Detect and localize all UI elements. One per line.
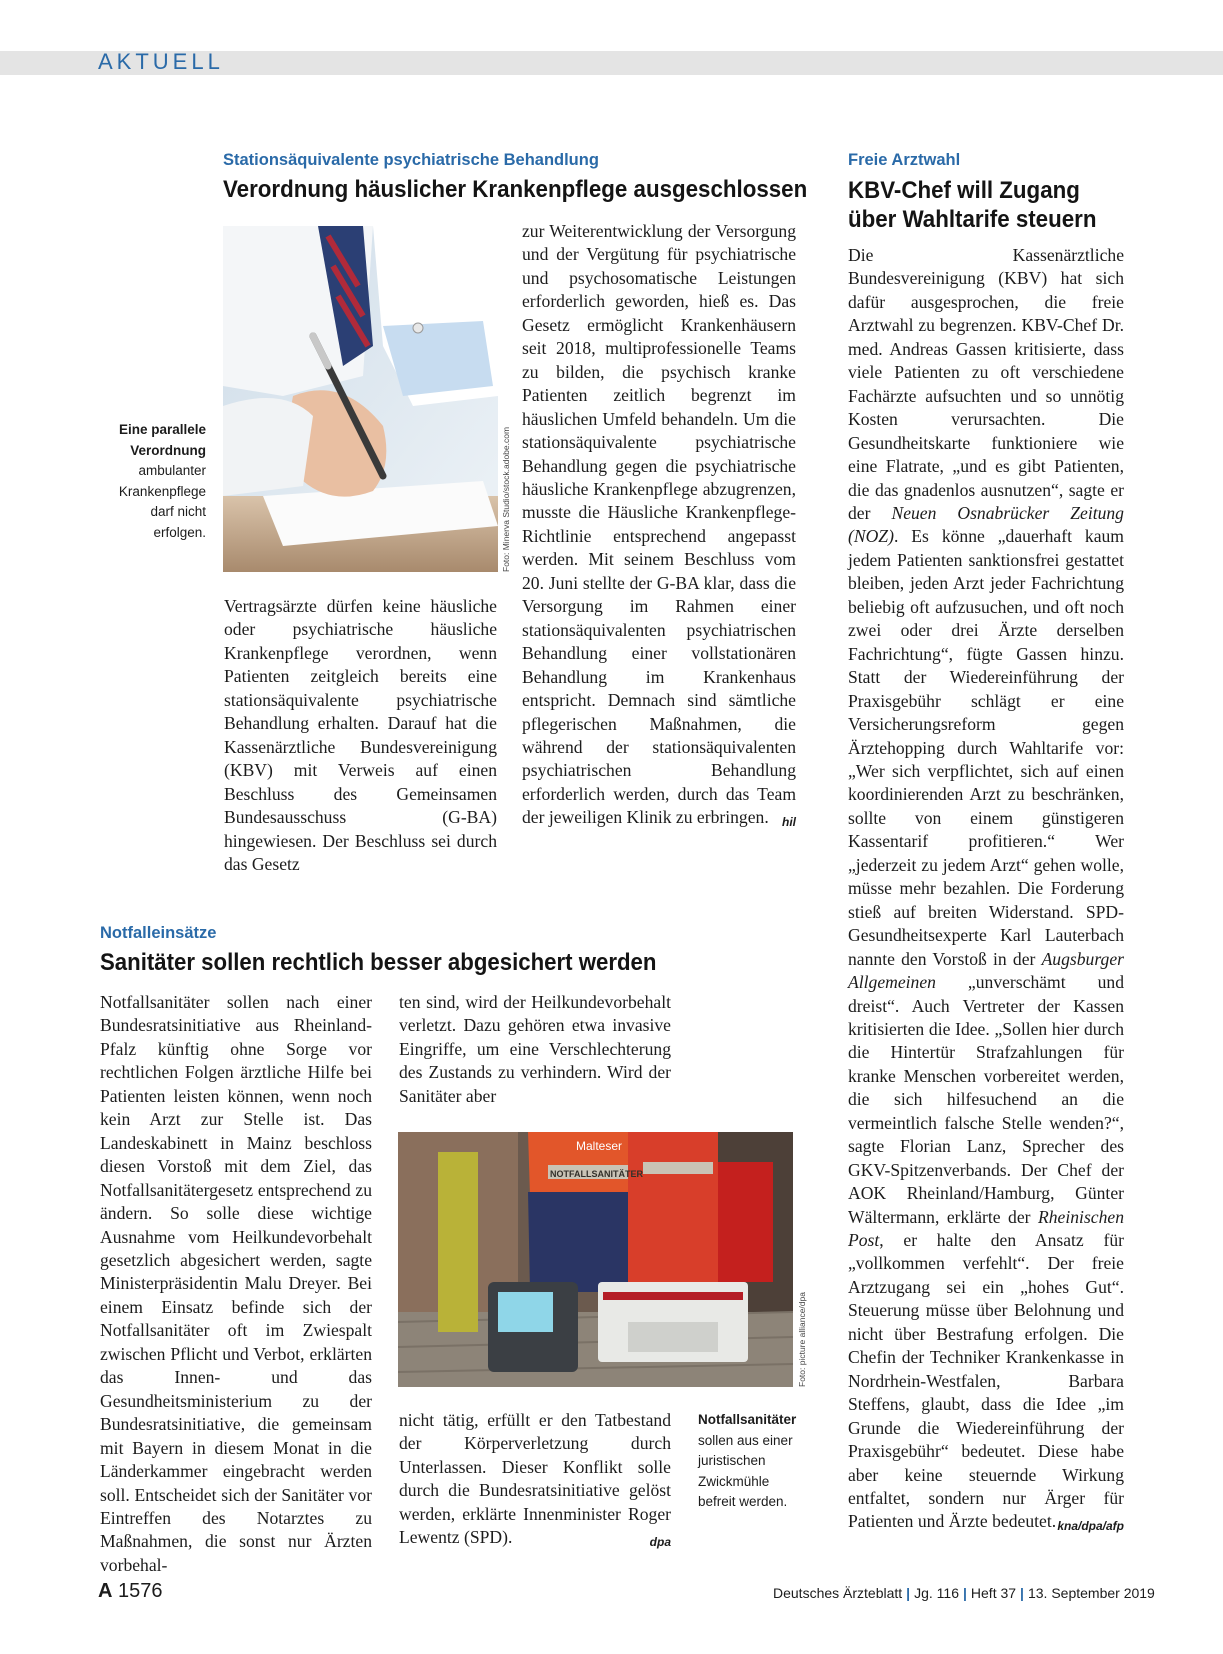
article2-photo-vest-text: NOTFALLSANITÄTER [550, 1169, 643, 1179]
article1-col1-text: Vertragsärzte dürfen keine häusliche oder psychiatrische häusliche Krankenpflege verordnen, wenn Patienten zeitgleich bereits eine stationsäquivalente psychiatrische Behandlung erhalten. Darauf hat die Kassenärztliche Bundesvereinigung (KBV) mit Verweis auf einen Beschluss des Gemeinsamen Bundesausschuss (G-BA) hingewiesen. Der Beschluss sei durch das Gesetz [224, 596, 497, 874]
article3-headline-line-2: über Wahltarife steuern [848, 206, 1097, 233]
article2-caption [698, 1410, 797, 1513]
article3-agency: kna/dpa/afp [1057, 1519, 1124, 1534]
article3-text-1: Die Kassenärztliche Bundesvereinigung (KBV) hat sich dafür ausgesprochen, die freie Arztwahl zu begrenzen. KBV-Chef Dr. med. Andreas Gassen kritisierte, dass viele Patienten zu oft verschiedene Fachärzte aufsuchten und so unnötig Kosten verursachten. Die Gesundheitskarte funktioniere wie eine Flatrate, „und es gibt Patienten, die das gnadenlos ausnutzen“, sagte er der [848, 245, 1124, 523]
article2-col2-top-text: ten sind, wird der Heilkundevorbehalt verletzt. Dazu gehören etwa invasive Eingriffe, um eine Verschlechterung des Zustands zu verhindern. Wird der Sanitäter aber [399, 992, 671, 1106]
article1-kicker: Stationsäquivalente psychiatrische Behandlung [223, 151, 599, 169]
article2-agency: dpa [649, 1535, 671, 1550]
article3-headline [848, 176, 1096, 234]
article2-caption-bold: Notfallsanitäter [698, 1412, 797, 1427]
article3-text-2: . Es könne „dauerhaft kaum jedem Patienten sanktionsfrei gestattet bleiben, jeden Arzt jeder Fachrichtung beliebig oft aufzusuchen, und oft noch zwei oder drei Ärzte derselben Fachrichtung“, fügte Gassen hinzu. Statt der Wiedereinführung der Praxisgebühr schlägt er eine Versicherungsreform gegen Ärztehopping durch Wahltarife vor: „Wer sich verpflichtet, sich auf einen koordinierenden Arzt zu beschränken, sollte von einem günstigeren Kassentarif profitieren.“ Wer „jederzeit zu jedem Arzt“ gehen wolle, müsse mehr bezahlen. Die Forderung stieß auf breiten Widerstand. SPD-Gesundheitsexperte Karl Lauterbach nannte den Vorstoß in der [848, 526, 1124, 969]
article3-column [848, 244, 1124, 1539]
article1-caption-text: ambulanter Krankenpflege darf nicht erfolgen. [118, 463, 206, 540]
footer-citation: Deutsches Ärzteblatt | Jg. 116 | Heft 37 | 13. September 2019 [773, 1585, 1155, 1601]
article3-headline-line-1: KBV-Chef will Zugang [848, 177, 1080, 204]
article3-text-3-italic: Rheinischen Post [848, 1206, 1124, 1251]
page-number-prefix: A [98, 1580, 113, 1602]
article1-headline: Verordnung häuslicher Krankenpflege ausgeschlossen [223, 176, 808, 203]
article3-text-4: , er halte den Ansatz für „vollkommen verfehlt“. Der freie Arztzugang sei ein „hohes Gut“. Steuerung müsse über Belohnung und nicht über Bestrafung erfolgen. Die Chefin der Techniker Krankenkasse in Nordrhein-Westfalen, Barbara Steffens, glaubt, dass die Idee „im Grunde die Wiedereinführung der Praxisgebühr“ bedeutet. Diese habe aber keine steuernde Wirkung entfaltet, sondern nur Ärger für Patienten und Ärzte bedeutet. [848, 1230, 1124, 1532]
article3-text-1-italic: Neuen Osnabrücker Zeitung (NOZ) [848, 502, 1124, 547]
page-number-value: 1576 [118, 1580, 163, 1602]
article1-caption [98, 420, 206, 543]
article2-caption-text: sollen aus einer juristischen Zwickmühle befreit werden. [698, 1432, 793, 1509]
article2-photo-logo-text: Malteser [576, 1139, 623, 1153]
article3-text-2-italic: Augsburger Allgemeinen [848, 948, 1124, 993]
article2-photo-credit: Foto: picture alliance/dpa [797, 1292, 807, 1387]
article2-kicker: Notfalleinsätze [100, 924, 217, 942]
article1-caption-bold: Eine parallele Verordnung [118, 422, 206, 458]
article3-kicker: Freie Arztwahl [848, 151, 961, 169]
footer-issue: Heft 37 [970, 1585, 1017, 1601]
article1-column-1 [224, 595, 497, 876]
article2-col2-bottom-text: nicht tätig, erfüllt er den Tatbestand der Körperverletzung durch Unterlassen. Dieser Konflikt solle durch die Bundesratsinitiative gelöst werden, erklärte Innenminister Roger Lewentz (SPD). [399, 1410, 671, 1548]
article1-photo-credit: Foto: Minerva Studio/stock.adobe.com [501, 426, 511, 572]
page-number [98, 1580, 163, 1603]
footer-volume: Jg. 116 [914, 1585, 959, 1601]
article1-column-2 [522, 220, 796, 835]
footer-journal: Deutsches Ärzteblatt [773, 1585, 903, 1601]
article1-col2-text: zur Weiterentwicklung der Versorgung und der Vergütung für psychiatrische und psychosomatische Leistungen erforderlich geworden, hieß es. Das Gesetz ermöglicht Krankenhäusern seit 2018, multiprofessionelle Teams zu bilden, die psychisch kranke Patienten zeitlich begrenzt im häuslichen Umfeld behandeln. Um die stationsäquivalente psychiatrische Behandlung gegen die psychiatrische häusliche Krankenpflege abzugrenzen, musste die Häusliche Krankenpflege-Richtlinie entsprechend angepasst werden. Mit seinem Beschluss vom 20. Juni stellte der G-BA klar, dass die Versorgung im Rahmen einer stationsäquivalenten psychiatrischen Behandlung einer vollstationären Behandlung im Krankenhaus entspricht. Demnach sind sämtliche pflegerischen Maßnahmen, die während der stationsäquivalenten psychiatrischen Behandlung erforderlich werden, durch das Team der jeweiligen Klinik zu erbringen. [522, 221, 796, 828]
article2-photo [398, 1132, 793, 1387]
footer-date: 13. September 2019 [1027, 1585, 1155, 1601]
section-label: AKTUELL [98, 49, 224, 74]
article1-agency: hil [782, 815, 796, 830]
article3-text-3: „unverschämt und dreist“. Auch Vertreter der Kassen kritisierten die Idee. „Sollen hier durch die Hintertür Strafzahlungen für kranke Menschen vorbereitet werden, die sich hilfesuchend an die vermeintlich falsche Stelle wenden?“, sagte Florian Lanz, Sprecher des GKV-Spitzenverbands. Der Chef der AOK Rheinland/Hamburg, Günter Wältermann, erklärte der [848, 972, 1124, 1227]
article2-column-1 [100, 991, 372, 1577]
article2-col1-text: Notfallsanitäter sollen nach einer Bundesratsinitiative aus Rheinland-Pfalz künftig ohne Sorge vor rechtlichen Folgen ärztliche Hilfe bei Patienten leisten können, wenn noch kein Arzt zur Stelle ist. Das Landeskabinett in Mainz beschloss diesen Vorstoß mit dem Ziel, das Notfallsanitätergesetz entsprechend zu ändern. So solle diese wichtige Ausnahme vom Heilkundevorbehalt gesetzlich abgesichert werden, sagte Ministerpräsidentin Malu Dreyer. Bei einem Einsatz befinde sich der Notfallsanitäter oft im Zwiespalt zwischen Pflicht und Verbot, erklärten das Innen- und das Gesundheitsministerium zu der Bundesratsinitiative, die gemeinsam mit Bayern in diesem Monat in die Länderkammer eingebracht werden soll. Entscheidet sich der Sanitäter vor Eintreffen des Notarztes zu Maßnahmen, die sonst nur Ärzten vorbehal- [100, 992, 372, 1575]
article2-column-2-top [399, 991, 671, 1108]
article2-headline: Sanitäter sollen rechtlich besser abgesichert werden [100, 949, 657, 976]
article1-photo [223, 226, 498, 572]
article2-column-2-bottom [399, 1409, 671, 1555]
